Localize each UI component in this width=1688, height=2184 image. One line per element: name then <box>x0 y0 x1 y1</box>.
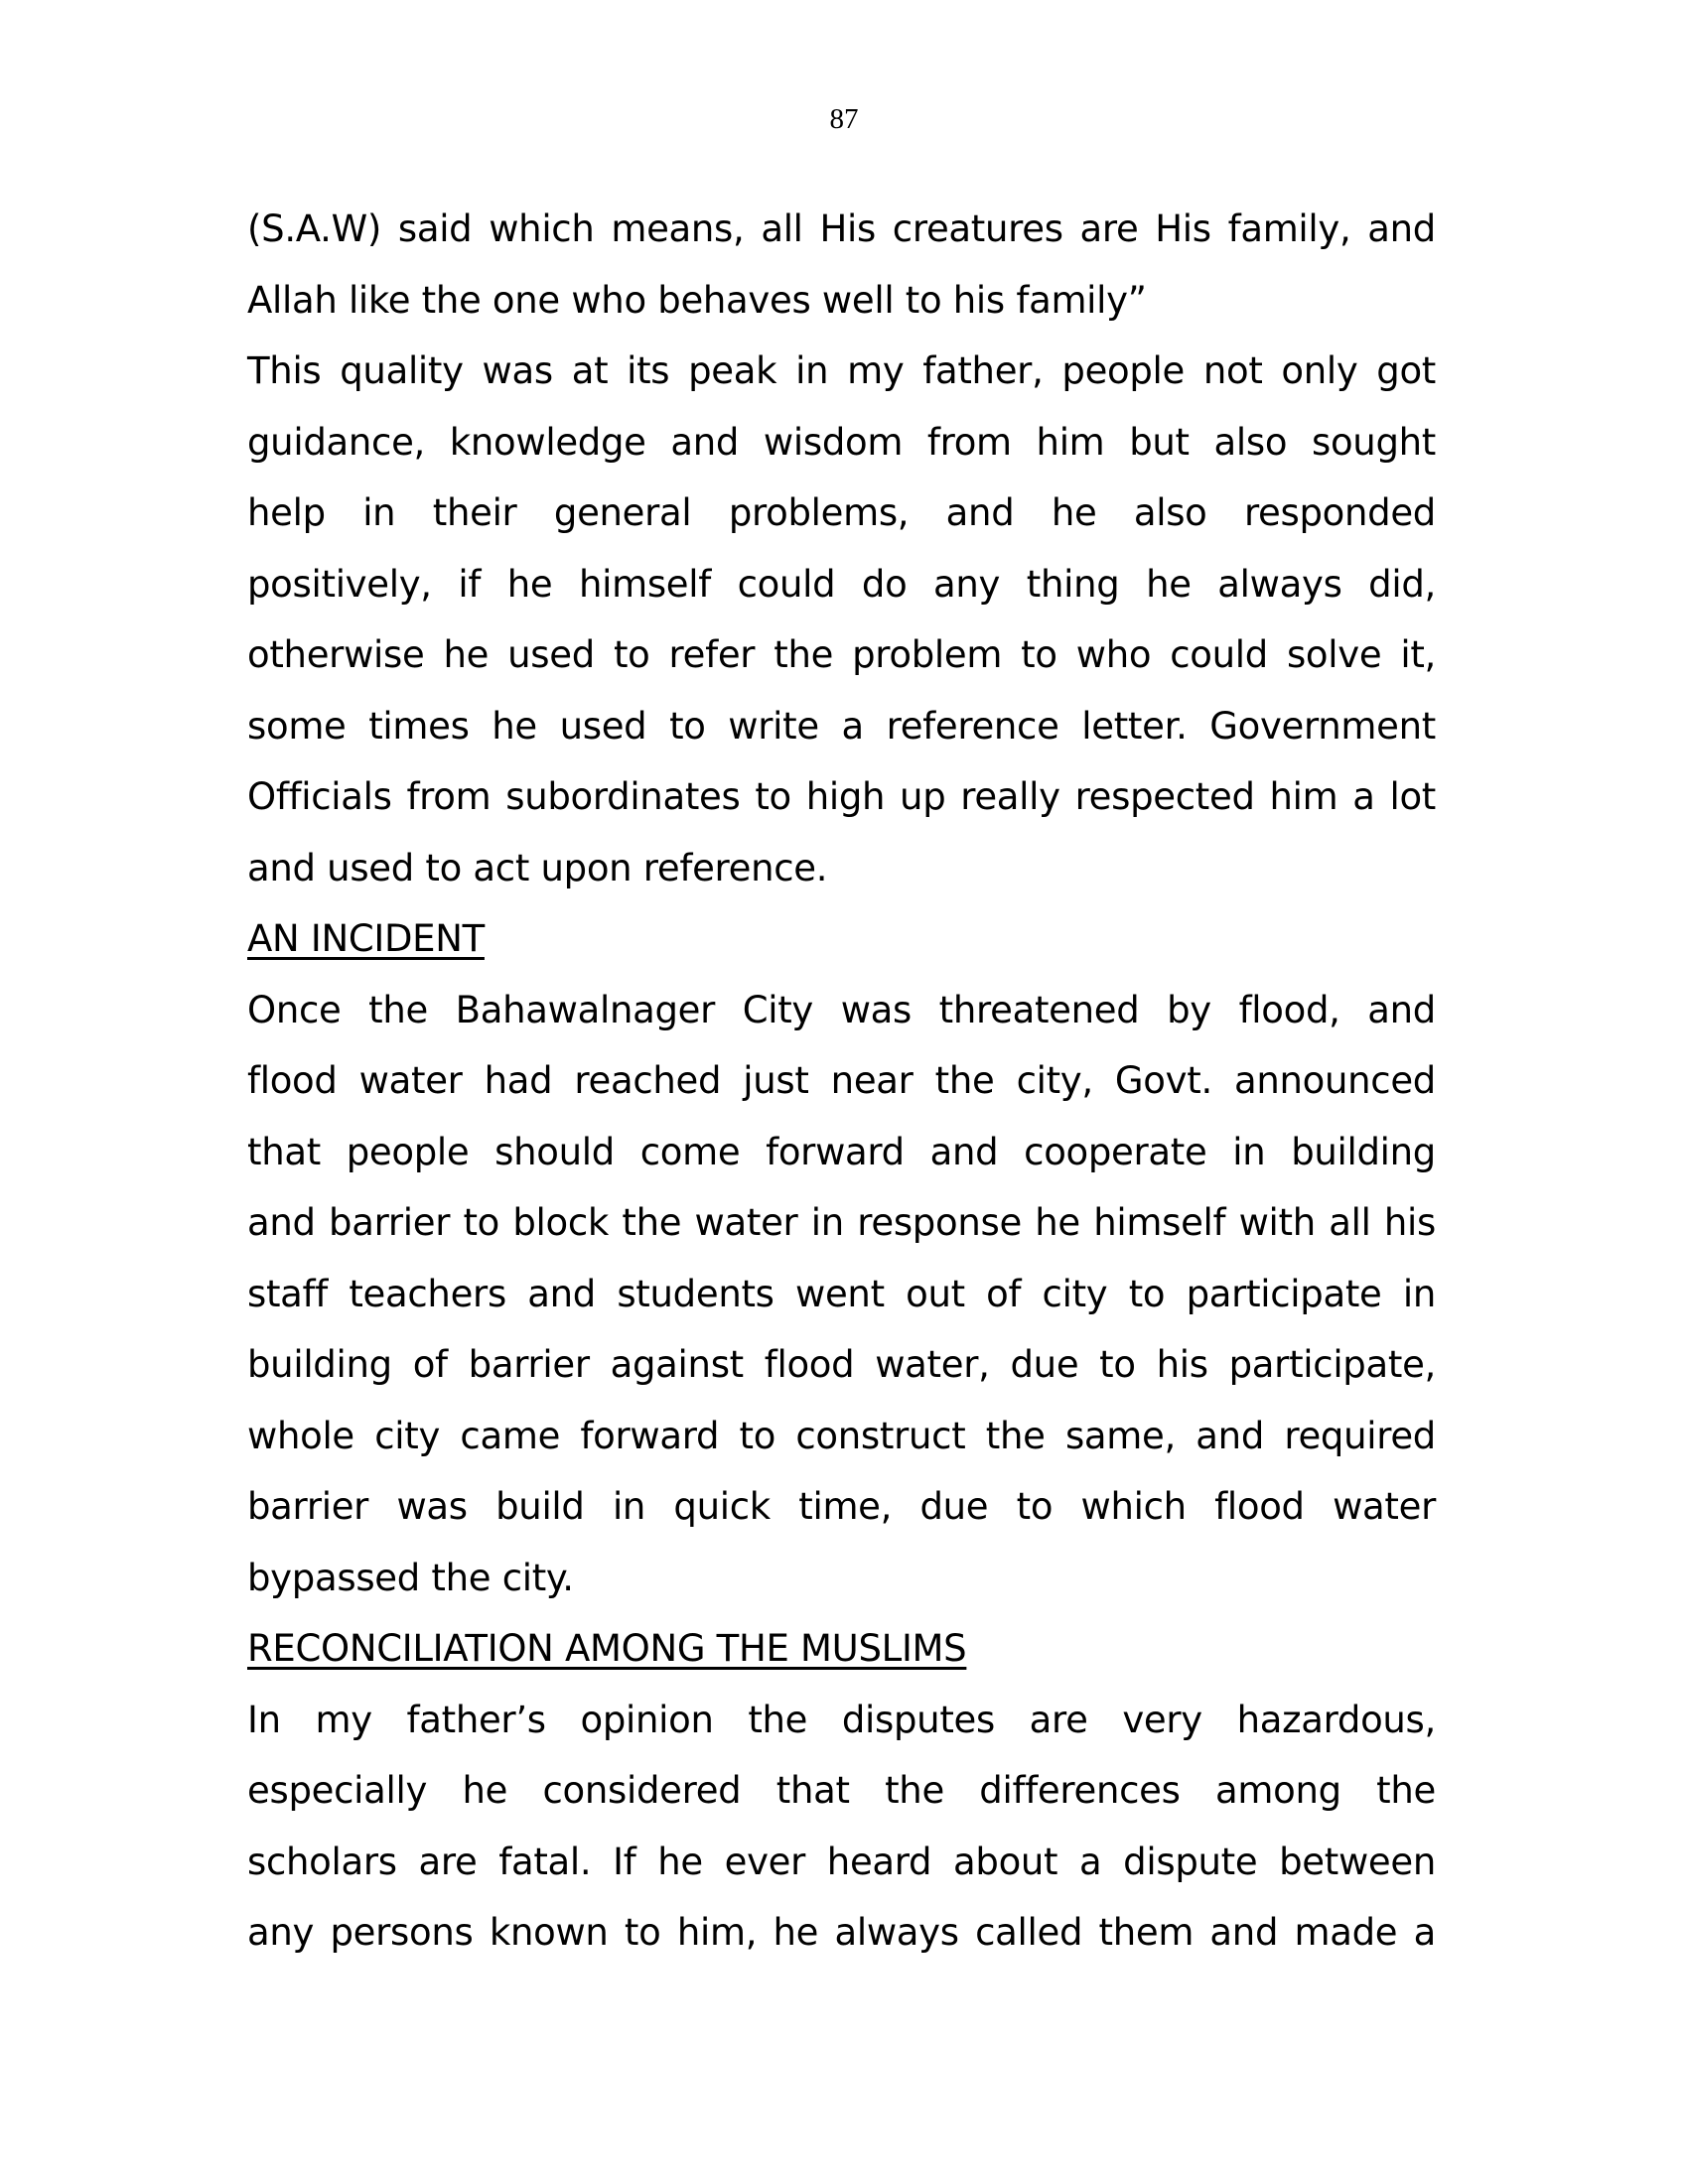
text-line: whole city came forward to construct the same, and required <box>247 1414 1436 1457</box>
section-heading-line <box>247 903 1436 975</box>
text-line: Allah like the one who behaves well to his family” <box>247 278 1147 322</box>
text-line: any persons known to him, he always called them and made a <box>247 1911 1436 1954</box>
text-line: positively, if he himself could do any thing he always did, <box>247 562 1436 606</box>
page-body <box>247 194 1436 1969</box>
text-line: (S.A.W) said which means, all His creatures are His family, and <box>247 207 1436 250</box>
text-line: building of barrier against flood water, due to his participate, <box>247 1343 1436 1386</box>
section-heading: AN INCIDENT <box>247 917 485 960</box>
text-line: and used to act upon reference. <box>247 846 828 889</box>
text-line: bypassed the city. <box>247 1556 574 1599</box>
text-line: especially he considered that the differences among the <box>247 1769 1436 1812</box>
page-number: 87 <box>829 103 859 135</box>
text-line: and barrier to block the water in response he himself with all his <box>247 1201 1436 1244</box>
section-heading: RECONCILIATION AMONG THE MUSLIMS <box>247 1627 967 1670</box>
text-line: help in their general problems, and he also responded <box>247 491 1436 534</box>
text-line: flood water had reached just near the city, Govt. announced <box>247 1059 1436 1102</box>
text-line: Officials from subordinates to high up really respected him a lot <box>247 775 1436 818</box>
text-line: This quality was at its peak in my father, people not only got <box>247 349 1436 392</box>
text-line: staff teachers and students went out of city to participate in <box>247 1272 1436 1315</box>
text-line: guidance, knowledge and wisdom from him but also sought <box>247 420 1436 464</box>
text-line: barrier was build in quick time, due to which flood water <box>247 1485 1436 1528</box>
text-line: Once the Bahawalnager City was threatened by flood, and <box>247 988 1436 1031</box>
text-line: In my father’s opinion the disputes are very hazardous, <box>247 1698 1436 1741</box>
text-line: otherwise he used to refer the problem to who could solve it, <box>247 633 1436 676</box>
text-line: scholars are fatal. If he ever heard about a dispute between <box>247 1840 1436 1883</box>
section-heading-line <box>247 1613 1436 1685</box>
text-line: that people should come forward and cooperate in building <box>247 1130 1436 1173</box>
text-line: some times he used to write a reference letter. Government <box>247 704 1436 748</box>
